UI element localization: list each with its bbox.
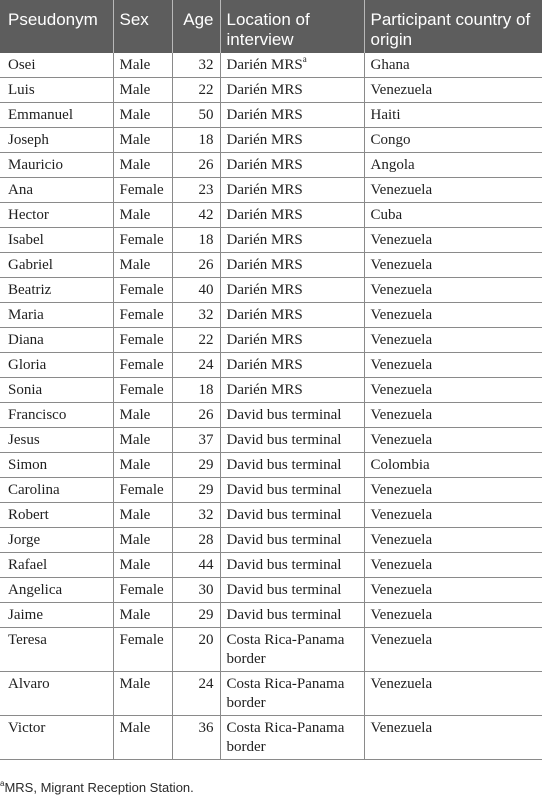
sex-cell-text: Female xyxy=(119,182,164,199)
sex-cell xyxy=(113,128,172,153)
pseudonym-cell xyxy=(0,228,113,253)
pseudonym-cell-text: Jorge xyxy=(8,532,41,549)
age-cell xyxy=(172,203,220,228)
location-cell xyxy=(220,672,364,716)
age-cell xyxy=(172,53,220,78)
pseudonym-cell-text: Teresa xyxy=(8,632,47,649)
country-cell-text: Venezuela xyxy=(370,632,433,649)
table-row xyxy=(0,128,542,153)
country-cell xyxy=(364,78,542,103)
location-cell-text: Darién MRS xyxy=(226,257,303,274)
location-cell-text: David bus terminal xyxy=(226,607,342,624)
location-cell-text: David bus terminal xyxy=(226,532,342,549)
sex-cell xyxy=(113,603,172,628)
location-cell-text: David bus terminal xyxy=(226,582,342,599)
country-cell-text: Venezuela xyxy=(370,676,433,693)
sex-cell-text: Male xyxy=(119,107,151,124)
age-cell-text: 29 xyxy=(198,482,214,499)
pseudonym-cell-text: Victor xyxy=(8,720,46,737)
pseudonym-cell-text: Gabriel xyxy=(8,257,53,274)
pseudonym-cell-text: Luis xyxy=(8,82,35,99)
table-row xyxy=(0,378,542,403)
sex-cell xyxy=(113,716,172,760)
country-cell xyxy=(364,128,542,153)
country-cell xyxy=(364,278,542,303)
location-cell xyxy=(220,153,364,178)
table-body xyxy=(0,53,542,760)
country-cell-text: Venezuela xyxy=(370,557,433,574)
country-cell-text: Ghana xyxy=(370,57,410,73)
sex-cell-text: Male xyxy=(119,507,151,524)
country-cell-text: Venezuela xyxy=(370,382,433,399)
location-cell-text: Darién MRS xyxy=(226,282,303,299)
pseudonym-cell xyxy=(0,716,113,760)
location-cell xyxy=(220,528,364,553)
header-location: Location of interview xyxy=(220,0,364,53)
sex-cell xyxy=(113,278,172,303)
table-row xyxy=(0,503,542,528)
sex-cell xyxy=(113,203,172,228)
table-row xyxy=(0,153,542,178)
location-cell xyxy=(220,278,364,303)
location-cell-text: Darién MRS xyxy=(226,82,303,99)
pseudonym-cell xyxy=(0,578,113,603)
location-cell xyxy=(220,303,364,328)
location-cell xyxy=(220,403,364,428)
age-cell xyxy=(172,578,220,603)
age-cell xyxy=(172,278,220,303)
pseudonym-cell xyxy=(0,628,113,672)
age-cell xyxy=(172,78,220,103)
age-cell-text: 32 xyxy=(198,307,214,324)
sex-cell-text: Male xyxy=(119,607,151,624)
sex-cell-text: Male xyxy=(119,557,151,574)
country-cell xyxy=(364,528,542,553)
pseudonym-cell-text: Osei xyxy=(8,57,36,73)
pseudonym-cell-text: Emmanuel xyxy=(8,107,73,124)
country-cell-text: Venezuela xyxy=(370,507,433,524)
sex-cell-text: Male xyxy=(119,157,151,174)
sex-cell-text: Male xyxy=(119,720,151,737)
location-cell xyxy=(220,128,364,153)
location-cell xyxy=(220,603,364,628)
sex-cell xyxy=(113,672,172,716)
pseudonym-cell-text: Rafael xyxy=(8,557,48,574)
country-cell xyxy=(364,303,542,328)
header-row xyxy=(0,0,542,53)
sex-cell-text: Male xyxy=(119,57,151,73)
sex-cell-text: Female xyxy=(119,632,164,649)
table-row xyxy=(0,203,542,228)
pseudonym-cell xyxy=(0,328,113,353)
age-cell-text: 23 xyxy=(198,182,214,199)
location-cell-text: Costa Rica-Panama border xyxy=(226,720,345,756)
age-cell xyxy=(172,478,220,503)
age-cell xyxy=(172,716,220,760)
age-cell-text: 42 xyxy=(198,207,214,224)
age-cell xyxy=(172,178,220,203)
table-row xyxy=(0,453,542,478)
age-cell-text: 26 xyxy=(198,157,214,174)
location-cell xyxy=(220,428,364,453)
table-row xyxy=(0,328,542,353)
pseudonym-cell xyxy=(0,503,113,528)
pseudonym-cell xyxy=(0,78,113,103)
country-cell xyxy=(364,553,542,578)
country-cell xyxy=(364,153,542,178)
country-cell-text: Venezuela xyxy=(370,307,433,324)
country-cell-text: Venezuela xyxy=(370,607,433,624)
location-cell-text: David bus terminal xyxy=(226,457,342,474)
pseudonym-cell xyxy=(0,528,113,553)
table-row xyxy=(0,278,542,303)
sex-cell xyxy=(113,628,172,672)
location-cell xyxy=(220,716,364,760)
age-cell-text: 26 xyxy=(198,407,214,424)
pseudonym-cell-text: Diana xyxy=(8,332,44,349)
age-cell-text: 40 xyxy=(198,282,214,299)
age-cell-text: 32 xyxy=(198,57,214,73)
location-cell-text: Darién MRS xyxy=(226,382,303,399)
header-sex: Sex xyxy=(113,0,172,53)
country-cell-text: Venezuela xyxy=(370,432,433,449)
age-cell xyxy=(172,253,220,278)
table-row xyxy=(0,716,542,760)
pseudonym-cell-text: Ana xyxy=(8,182,33,199)
age-cell xyxy=(172,528,220,553)
pseudonym-cell-text: Carolina xyxy=(8,482,60,499)
location-cell-text: Darién MRS xyxy=(226,132,303,149)
location-cell xyxy=(220,553,364,578)
location-cell xyxy=(220,328,364,353)
sex-cell-text: Female xyxy=(119,232,164,249)
sex-cell xyxy=(113,178,172,203)
country-cell xyxy=(364,672,542,716)
age-cell-text: 20 xyxy=(198,632,214,649)
country-cell-text: Haiti xyxy=(370,107,401,124)
sex-cell-text: Female xyxy=(119,582,164,599)
location-cell-text: David bus terminal xyxy=(226,432,342,449)
pseudonym-cell-text: Isabel xyxy=(8,232,44,249)
sex-cell xyxy=(113,428,172,453)
age-cell-text: 29 xyxy=(198,457,214,474)
age-cell-text: 18 xyxy=(198,382,214,399)
pseudonym-cell-text: Jaime xyxy=(8,607,43,624)
table-row xyxy=(0,478,542,503)
age-cell-text: 30 xyxy=(198,582,214,599)
age-cell xyxy=(172,103,220,128)
location-cell xyxy=(220,178,364,203)
country-cell xyxy=(364,103,542,128)
pseudonym-cell xyxy=(0,378,113,403)
table-row xyxy=(0,603,542,628)
age-cell xyxy=(172,553,220,578)
location-cell-text: Darién MRS xyxy=(226,107,303,124)
header-age: Age xyxy=(172,0,220,53)
footnote-ref-marker: a xyxy=(302,54,307,64)
pseudonym-cell-text: Hector xyxy=(8,207,49,224)
location-cell-text: Darién MRS xyxy=(226,307,303,324)
age-cell xyxy=(172,428,220,453)
pseudonym-cell xyxy=(0,53,113,78)
country-cell xyxy=(364,578,542,603)
country-cell xyxy=(364,403,542,428)
country-cell-text: Colombia xyxy=(370,457,430,474)
sex-cell-text: Male xyxy=(119,407,151,424)
age-cell xyxy=(172,328,220,353)
pseudonym-cell xyxy=(0,278,113,303)
table-row xyxy=(0,178,542,203)
country-cell-text: Venezuela xyxy=(370,532,433,549)
sex-cell xyxy=(113,78,172,103)
location-cell xyxy=(220,253,364,278)
table-row xyxy=(0,78,542,103)
location-cell-text: Darién MRS xyxy=(226,157,303,174)
pseudonym-cell-text: Francisco xyxy=(8,407,67,424)
age-cell xyxy=(172,228,220,253)
table-row xyxy=(0,253,542,278)
sex-cell xyxy=(113,353,172,378)
age-cell-text: 32 xyxy=(198,507,214,524)
table-row xyxy=(0,353,542,378)
country-cell xyxy=(364,178,542,203)
sex-cell xyxy=(113,478,172,503)
pseudonym-cell-text: Sonia xyxy=(8,382,43,399)
sex-cell-text: Male xyxy=(119,532,151,549)
pseudonym-cell xyxy=(0,553,113,578)
sex-cell xyxy=(113,303,172,328)
sex-cell xyxy=(113,253,172,278)
sex-cell-text: Male xyxy=(119,257,151,274)
sex-cell xyxy=(113,103,172,128)
sex-cell-text: Male xyxy=(119,132,151,149)
table-row xyxy=(0,672,542,716)
age-cell xyxy=(172,303,220,328)
location-cell xyxy=(220,578,364,603)
country-cell xyxy=(364,203,542,228)
age-cell-text: 24 xyxy=(198,357,214,374)
country-cell xyxy=(364,428,542,453)
sex-cell-text: Male xyxy=(119,432,151,449)
age-cell-text: 44 xyxy=(198,557,214,574)
country-cell-text: Venezuela xyxy=(370,407,433,424)
sex-cell-text: Male xyxy=(119,676,151,693)
country-cell xyxy=(364,53,542,78)
pseudonym-cell xyxy=(0,428,113,453)
age-cell-text: 28 xyxy=(198,532,214,549)
sex-cell xyxy=(113,403,172,428)
table-row xyxy=(0,528,542,553)
country-cell xyxy=(364,628,542,672)
table-row xyxy=(0,428,542,453)
pseudonym-cell xyxy=(0,153,113,178)
sex-cell xyxy=(113,578,172,603)
pseudonym-cell-text: Joseph xyxy=(8,132,49,149)
pseudonym-cell-text: Alvaro xyxy=(8,676,50,693)
age-cell xyxy=(172,353,220,378)
pseudonym-cell xyxy=(0,253,113,278)
pseudonym-cell-text: Gloria xyxy=(8,357,47,374)
country-cell-text: Venezuela xyxy=(370,357,433,374)
sex-cell-text: Female xyxy=(119,482,164,499)
sex-cell xyxy=(113,378,172,403)
table-row xyxy=(0,628,542,672)
sex-cell xyxy=(113,503,172,528)
age-cell-text: 22 xyxy=(198,332,214,349)
country-cell-text: Venezuela xyxy=(370,182,433,199)
sex-cell-text: Female xyxy=(119,332,164,349)
location-cell-text: Darién MRS xyxy=(226,207,303,224)
location-cell-text: Darién MRS xyxy=(226,332,303,349)
pseudonym-cell xyxy=(0,203,113,228)
location-cell-text: David bus terminal xyxy=(226,407,342,424)
location-cell xyxy=(220,478,364,503)
table-row xyxy=(0,578,542,603)
table-row xyxy=(0,303,542,328)
pseudonym-cell-text: Jesus xyxy=(8,432,40,449)
sex-cell-text: Female xyxy=(119,307,164,324)
location-cell xyxy=(220,103,364,128)
country-cell-text: Venezuela xyxy=(370,232,433,249)
country-cell-text: Venezuela xyxy=(370,257,433,274)
age-cell-text: 18 xyxy=(198,232,214,249)
country-cell xyxy=(364,478,542,503)
age-cell-text: 22 xyxy=(198,82,214,99)
age-cell xyxy=(172,672,220,716)
pseudonym-cell xyxy=(0,453,113,478)
table-row xyxy=(0,553,542,578)
pseudonym-cell xyxy=(0,178,113,203)
age-cell-text: 50 xyxy=(198,107,214,124)
age-cell xyxy=(172,453,220,478)
country-cell-text: Angola xyxy=(370,157,415,174)
age-cell-text: 24 xyxy=(198,676,214,693)
pseudonym-cell-text: Mauricio xyxy=(8,157,63,174)
pseudonym-cell xyxy=(0,478,113,503)
table-row xyxy=(0,228,542,253)
country-cell-text: Venezuela xyxy=(370,82,433,99)
sex-cell xyxy=(113,553,172,578)
sex-cell xyxy=(113,153,172,178)
age-cell xyxy=(172,503,220,528)
country-cell-text: Congo xyxy=(370,132,411,149)
pseudonym-cell-text: Maria xyxy=(8,307,44,324)
age-cell-text: 18 xyxy=(198,132,214,149)
pseudonym-cell-text: Simon xyxy=(8,457,48,474)
age-cell xyxy=(172,128,220,153)
country-cell xyxy=(364,228,542,253)
table-row xyxy=(0,103,542,128)
sex-cell-text: Male xyxy=(119,207,151,224)
location-cell xyxy=(220,353,364,378)
location-cell xyxy=(220,628,364,672)
age-cell-text: 26 xyxy=(198,257,214,274)
sex-cell xyxy=(113,453,172,478)
location-cell-text: Darién MRS xyxy=(226,232,303,249)
pseudonym-cell-text: Robert xyxy=(8,507,49,524)
country-cell xyxy=(364,328,542,353)
country-cell-text: Venezuela xyxy=(370,282,433,299)
pseudonym-cell xyxy=(0,672,113,716)
sex-cell xyxy=(113,528,172,553)
country-cell-text: Cuba xyxy=(370,207,403,224)
age-cell-text: 29 xyxy=(198,607,214,624)
location-cell-text: Costa Rica-Panama border xyxy=(226,632,345,668)
header-pseudonym: Pseudonym xyxy=(0,0,113,53)
country-cell xyxy=(364,716,542,760)
pseudonym-cell xyxy=(0,603,113,628)
table-row xyxy=(0,53,542,78)
location-cell xyxy=(220,228,364,253)
country-cell xyxy=(364,353,542,378)
country-cell xyxy=(364,378,542,403)
age-cell xyxy=(172,378,220,403)
pseudonym-cell xyxy=(0,353,113,378)
location-cell-text: Darién MRS xyxy=(226,57,303,73)
footnote-text: MRS, Migrant Reception Station. xyxy=(4,780,194,795)
table-row xyxy=(0,403,542,428)
age-cell xyxy=(172,403,220,428)
sex-cell-text: Female xyxy=(119,282,164,299)
footnote-marker: a xyxy=(0,778,5,788)
age-cell xyxy=(172,628,220,672)
location-cell xyxy=(220,53,364,78)
location-cell-text: David bus terminal xyxy=(226,507,342,524)
location-cell-text: David bus terminal xyxy=(226,557,342,574)
age-cell-text: 37 xyxy=(198,432,214,449)
location-cell-text: Costa Rica-Panama border xyxy=(226,676,345,712)
country-cell-text: Venezuela xyxy=(370,482,433,499)
country-cell-text: Venezuela xyxy=(370,332,433,349)
pseudonym-cell xyxy=(0,103,113,128)
location-cell xyxy=(220,203,364,228)
location-cell-text: Darién MRS xyxy=(226,182,303,199)
age-cell xyxy=(172,603,220,628)
pseudonym-cell xyxy=(0,303,113,328)
location-cell xyxy=(220,503,364,528)
country-cell xyxy=(364,503,542,528)
sex-cell-text: Male xyxy=(119,457,151,474)
pseudonym-cell-text: Angelica xyxy=(8,582,63,599)
table-header xyxy=(0,0,542,53)
sex-cell-text: Male xyxy=(119,82,151,99)
header-country: Participant country of origin xyxy=(364,0,542,53)
location-cell xyxy=(220,378,364,403)
country-cell xyxy=(364,253,542,278)
location-cell xyxy=(220,78,364,103)
country-cell xyxy=(364,453,542,478)
pseudonym-cell-text: Beatriz xyxy=(8,282,52,299)
location-cell-text: Darién MRS xyxy=(226,357,303,374)
sex-cell xyxy=(113,328,172,353)
sex-cell xyxy=(113,53,172,78)
pseudonym-cell xyxy=(0,128,113,153)
location-cell xyxy=(220,453,364,478)
sex-cell-text: Female xyxy=(119,357,164,374)
age-cell xyxy=(172,153,220,178)
country-cell-text: Venezuela xyxy=(370,720,433,737)
sex-cell-text: Female xyxy=(119,382,164,399)
age-cell-text: 36 xyxy=(198,720,214,737)
pseudonym-cell xyxy=(0,403,113,428)
table-footnote xyxy=(0,780,194,796)
sex-cell xyxy=(113,228,172,253)
location-cell-text: David bus terminal xyxy=(226,482,342,499)
country-cell xyxy=(364,603,542,628)
country-cell-text: Venezuela xyxy=(370,582,433,599)
